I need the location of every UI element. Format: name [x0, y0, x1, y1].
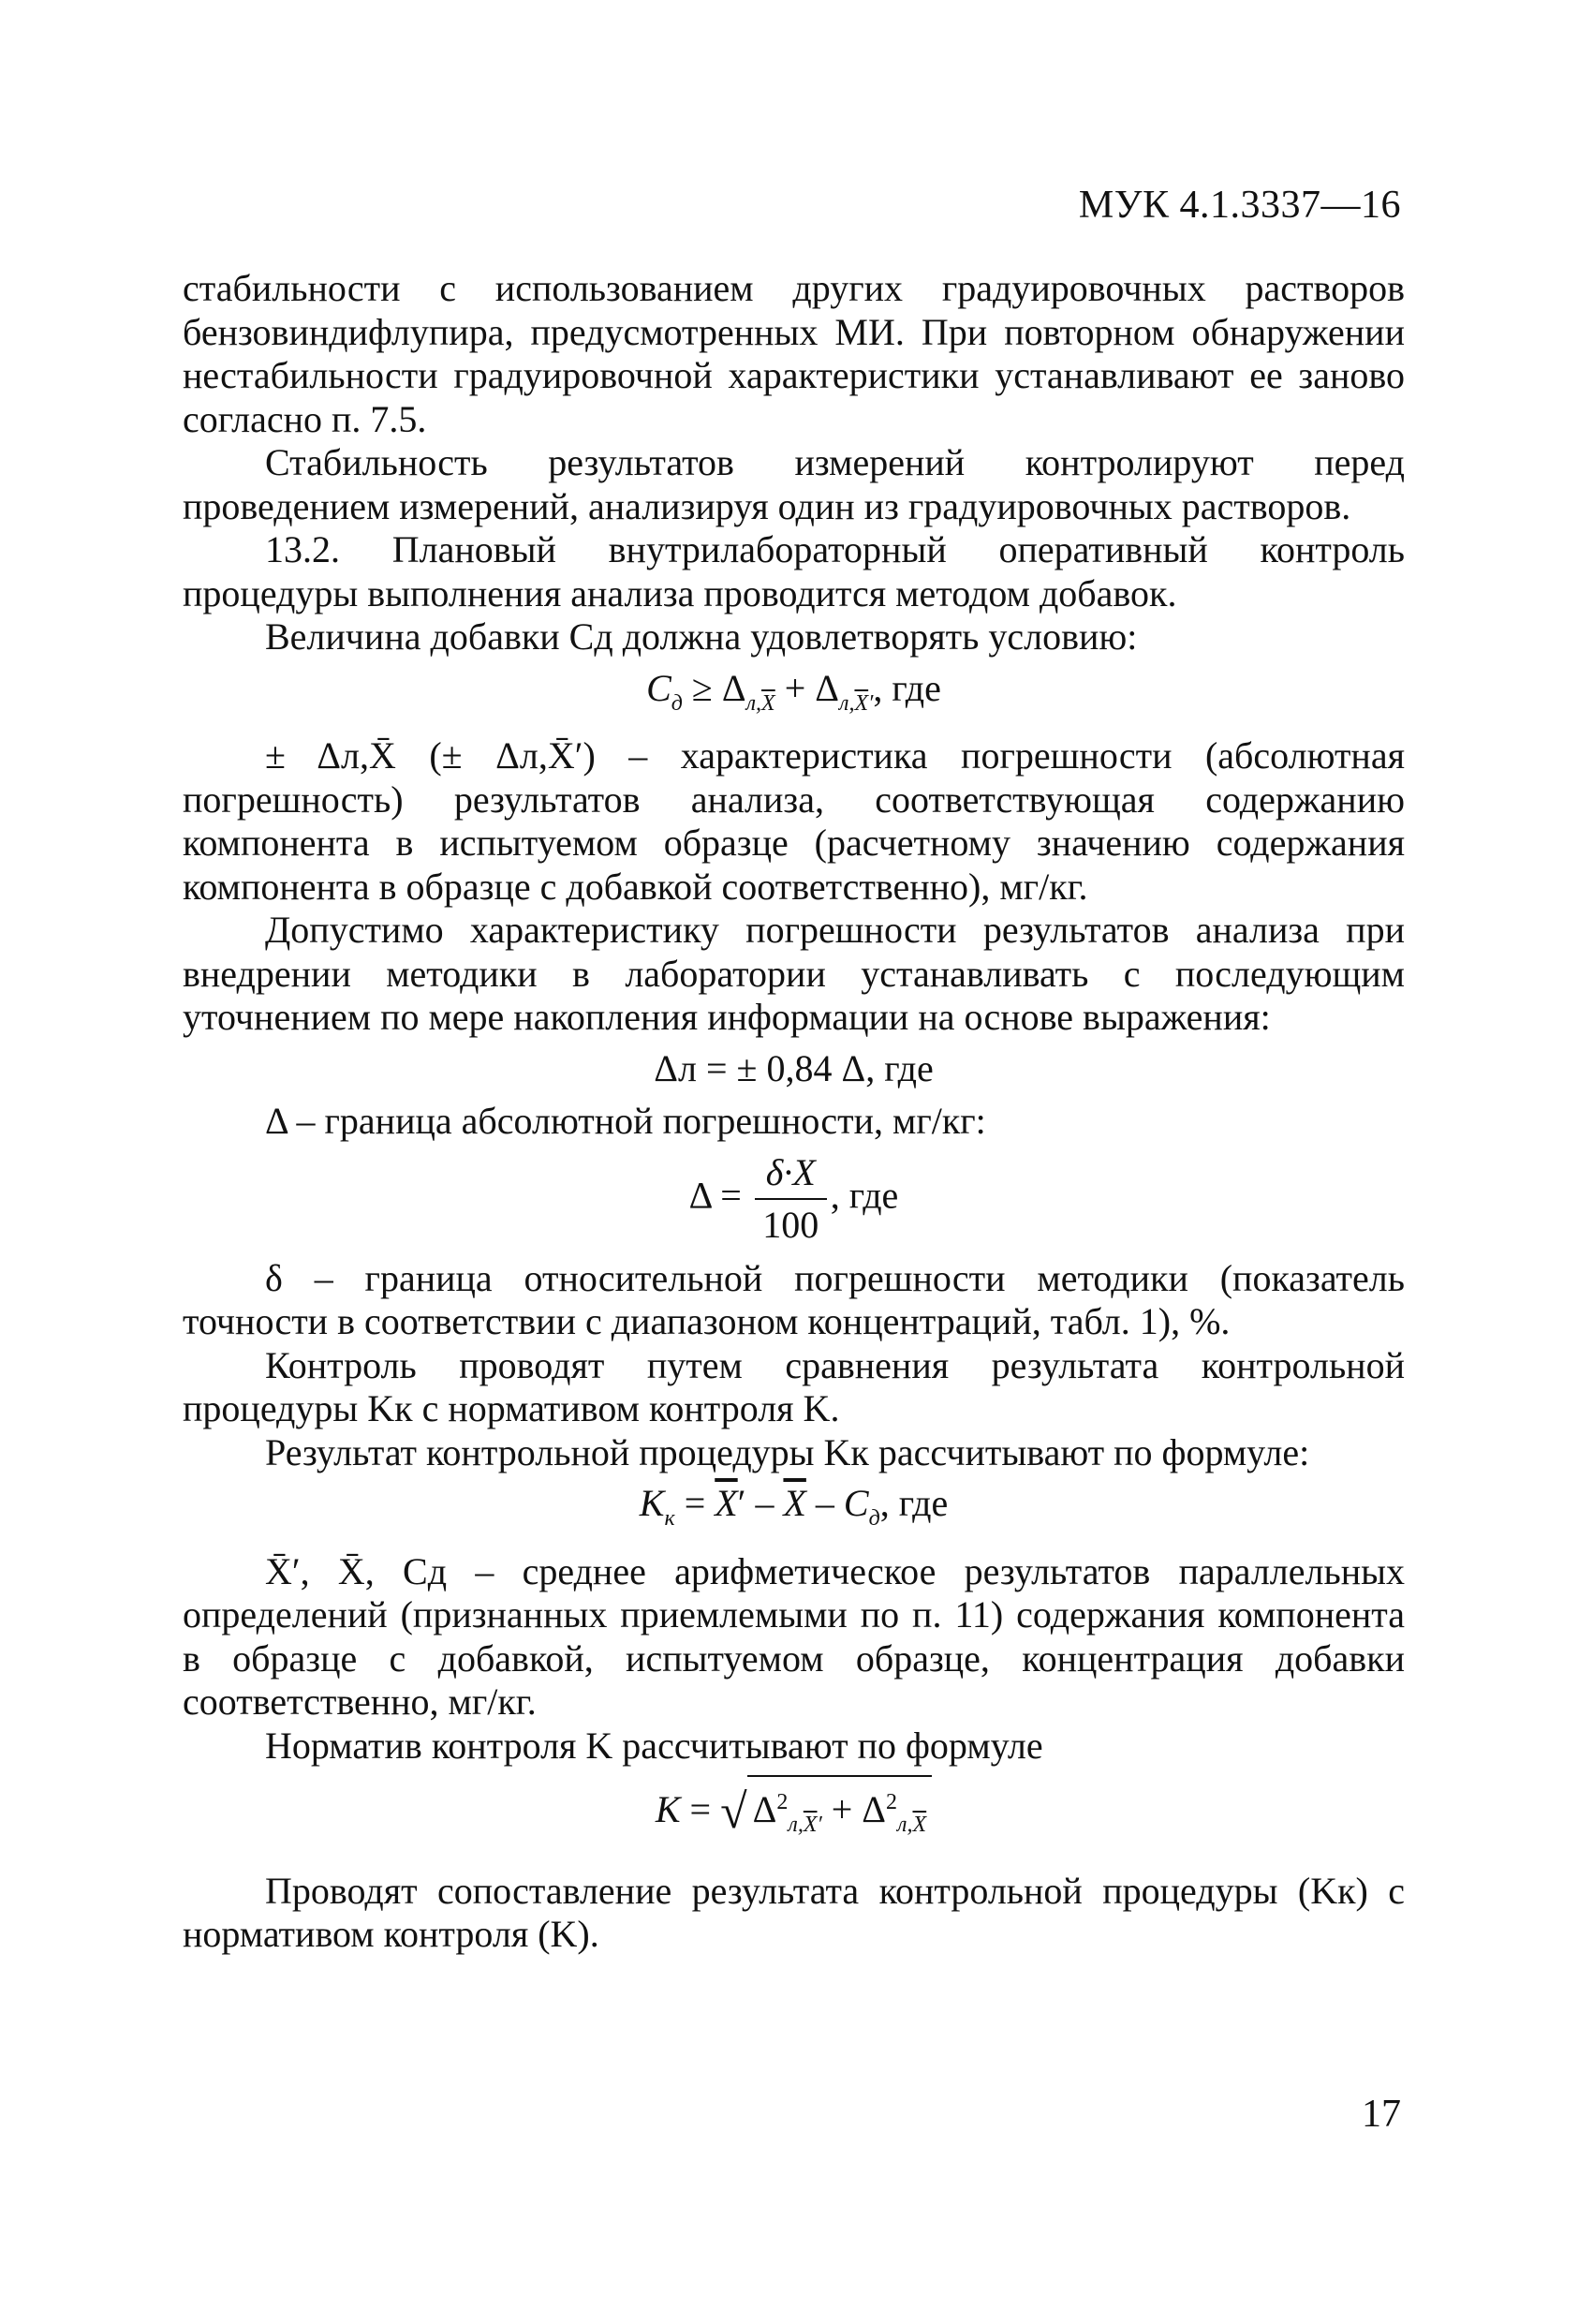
paragraph: Допустимо характеристику погрешности результатов анализа при внедрении методики в лаборатории устанавливать с последующим уточнением по мере накопления информации на основе выражения:	[183, 909, 1405, 1038]
formula-control-norm: K = √ $\Delta^2_{л,\overline{X}'} + \Delta^2_{л,\overline{X}}$	[183, 1775, 1405, 1847]
paragraph: Норматив контроля K рассчитывают по формуле	[265, 1724, 1043, 1767]
paragraph: Контроль проводят путем сравнения результата контрольной процедуры Kк с нормативом контроля K.	[183, 1343, 1405, 1429]
page-number: 17	[1362, 2093, 1401, 2136]
paragraph: Результат контрольной процедуры Kк рассчитывают по формуле:	[265, 1430, 1310, 1473]
formula-addition-condition: $C_д \ge \Delta_{л,\overline{X}} + \Delta_{л,\overline{X}'}$, где	[646, 666, 941, 716]
formula-control-result: $K_к = \overline{X}' - \overline{X} - C_д$, где	[639, 1482, 949, 1531]
paragraph: 13.2. Плановый внутрилабораторный оперативный контроль процедуры выполнения анализа проводится методом добавок.	[183, 528, 1405, 614]
formula-absolute-error: Δ = $\frac{\delta\cdot X}{100}$ , где	[688, 1150, 899, 1246]
fraction: $\frac{\delta\cdot X}{100}$	[755, 1151, 827, 1248]
paragraph: δ – граница относительной погрешности методики (показатель точности в соответствии с диапазоном концентраций, табл. 1), %.	[183, 1256, 1405, 1342]
paragraph: Δ – граница абсолютной погрешности, мг/кг:	[265, 1100, 986, 1142]
page-body	[183, 267, 1405, 1957]
paragraph: ± Δл,X̄ (± Δл,X̄′) – характеристика погрешности (абсолютная погрешность) результатов анализа, соответствующая содержанию компонента в испытуемом образце (расчетному значению содержания компонента в образце с добавкой соответственно), мг/кг.	[183, 734, 1405, 908]
paragraph: X̄′, X̄, Cд – среднее арифметическое результатов параллельных определений (признанных приемлемыми по п. 11) содержания компонента в образце с добавкой, испытуемом образце, концентрация добавки соответственно, мг/кг.	[183, 1549, 1405, 1723]
paragraph: Стабильность результатов измерений контролируют перед проведением измерений, анализируя один из градуировочных растворов.	[183, 441, 1405, 527]
document-code-header: МУК 4.1.3337—16	[1078, 184, 1401, 227]
paragraph: стабильности с использованием других градуировочных растворов бензовиндифлупира, предусмотренных МИ. При повторном обнаружении нестабильности градуировочной характеристики устанавливают ее заново согласно п. 7.5.	[183, 267, 1405, 440]
paragraph: Проводят сопоставление результата контрольной процедуры (Kк) с нормативом контроля (K).	[183, 1869, 1405, 1955]
paragraph: Величина добавки Cд должна удовлетворять условию:	[265, 615, 1138, 658]
formula-lab-error: Δл = ± 0,84 Δ, где	[654, 1046, 934, 1089]
